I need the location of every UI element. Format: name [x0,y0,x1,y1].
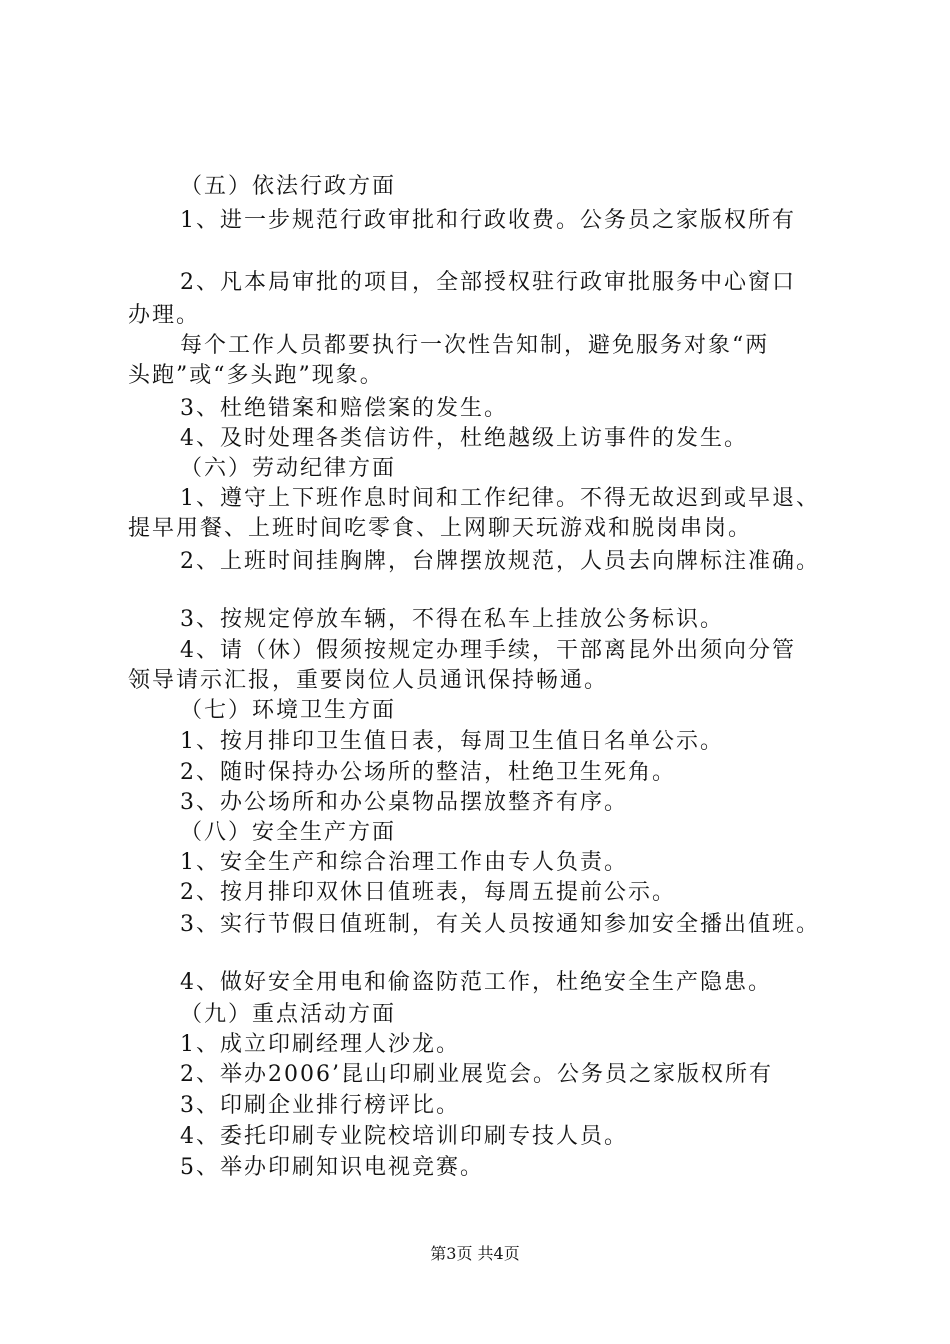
body-line: 1、进一步规范行政审批和行政收费。公务员之家版权所有 [180,208,796,233]
body-line: 1、安全生产和综合治理工作由专人负责。 [180,850,628,875]
body-line: 1、按月排印卫生值日表，每周卫生值日名单公示。 [180,729,724,754]
body-line: 头跑”或“多头跑”现象。 [128,363,384,388]
body-line: 1、遵守上下班作息时间和工作纪律。不得无故迟到或早退、 [180,486,820,511]
section-heading-6: （六）劳动纪律方面 [180,456,397,481]
body-line: 办理。 [128,303,201,328]
body-line: 2、随时保持办公场所的整洁，杜绝卫生死角。 [180,760,676,785]
body-line: 4、请（休）假须按规定办理手续，干部离昆外出须向分管 [180,638,796,663]
body-line: 3、实行节假日值班制，有关人员按通知参加安全播出值班。 [180,912,820,937]
body-line: 3、印刷企业排行榜评比。 [180,1093,460,1118]
body-line: 4、及时处理各类信访件，杜绝越级上访事件的发生。 [180,426,748,451]
body-line: 2、按月排印双休日值班表，每周五提前公示。 [180,880,676,905]
body-line: 4、委托印刷专业院校培训印刷专技人员。 [180,1124,628,1149]
section-heading-7: （七）环境卫生方面 [180,698,397,723]
body-line: 2、举办2006’昆山印刷业展览会。公务员之家版权所有 [180,1062,773,1087]
body-line: 提早用餐、上班时间吃零食、上网聊天玩游戏和脱岗串岗。 [128,516,753,541]
section-heading-5: （五）依法行政方面 [180,174,397,199]
body-line: 每个工作人员都要执行一次性告知制，避免服务对象“两 [180,333,770,358]
body-line: 4、做好安全用电和偷盗防范工作，杜绝安全生产隐患。 [180,970,772,995]
page-number-footer: 第3页 共4页 [430,1244,520,1263]
body-line: 3、杜绝错案和赔偿案的发生。 [180,396,508,421]
body-line: 3、办公场所和办公桌物品摆放整齐有序。 [180,790,628,815]
body-line: 2、凡本局审批的项目，全部授权驻行政审批服务中心窗口 [180,270,796,295]
body-line: 3、按规定停放车辆，不得在私车上挂放公务标识。 [180,607,724,632]
body-line: 5、举办印刷知识电视竞赛。 [180,1155,484,1180]
body-line: 2、上班时间挂胸牌，台牌摆放规范，人员去向牌标注准确。 [180,549,820,574]
body-line: 1、成立印刷经理人沙龙。 [180,1032,460,1057]
body-line: 领导请示汇报，重要岗位人员通讯保持畅通。 [128,668,609,693]
section-heading-8: （八）安全生产方面 [180,820,397,845]
section-heading-9: （九）重点活动方面 [180,1002,397,1027]
